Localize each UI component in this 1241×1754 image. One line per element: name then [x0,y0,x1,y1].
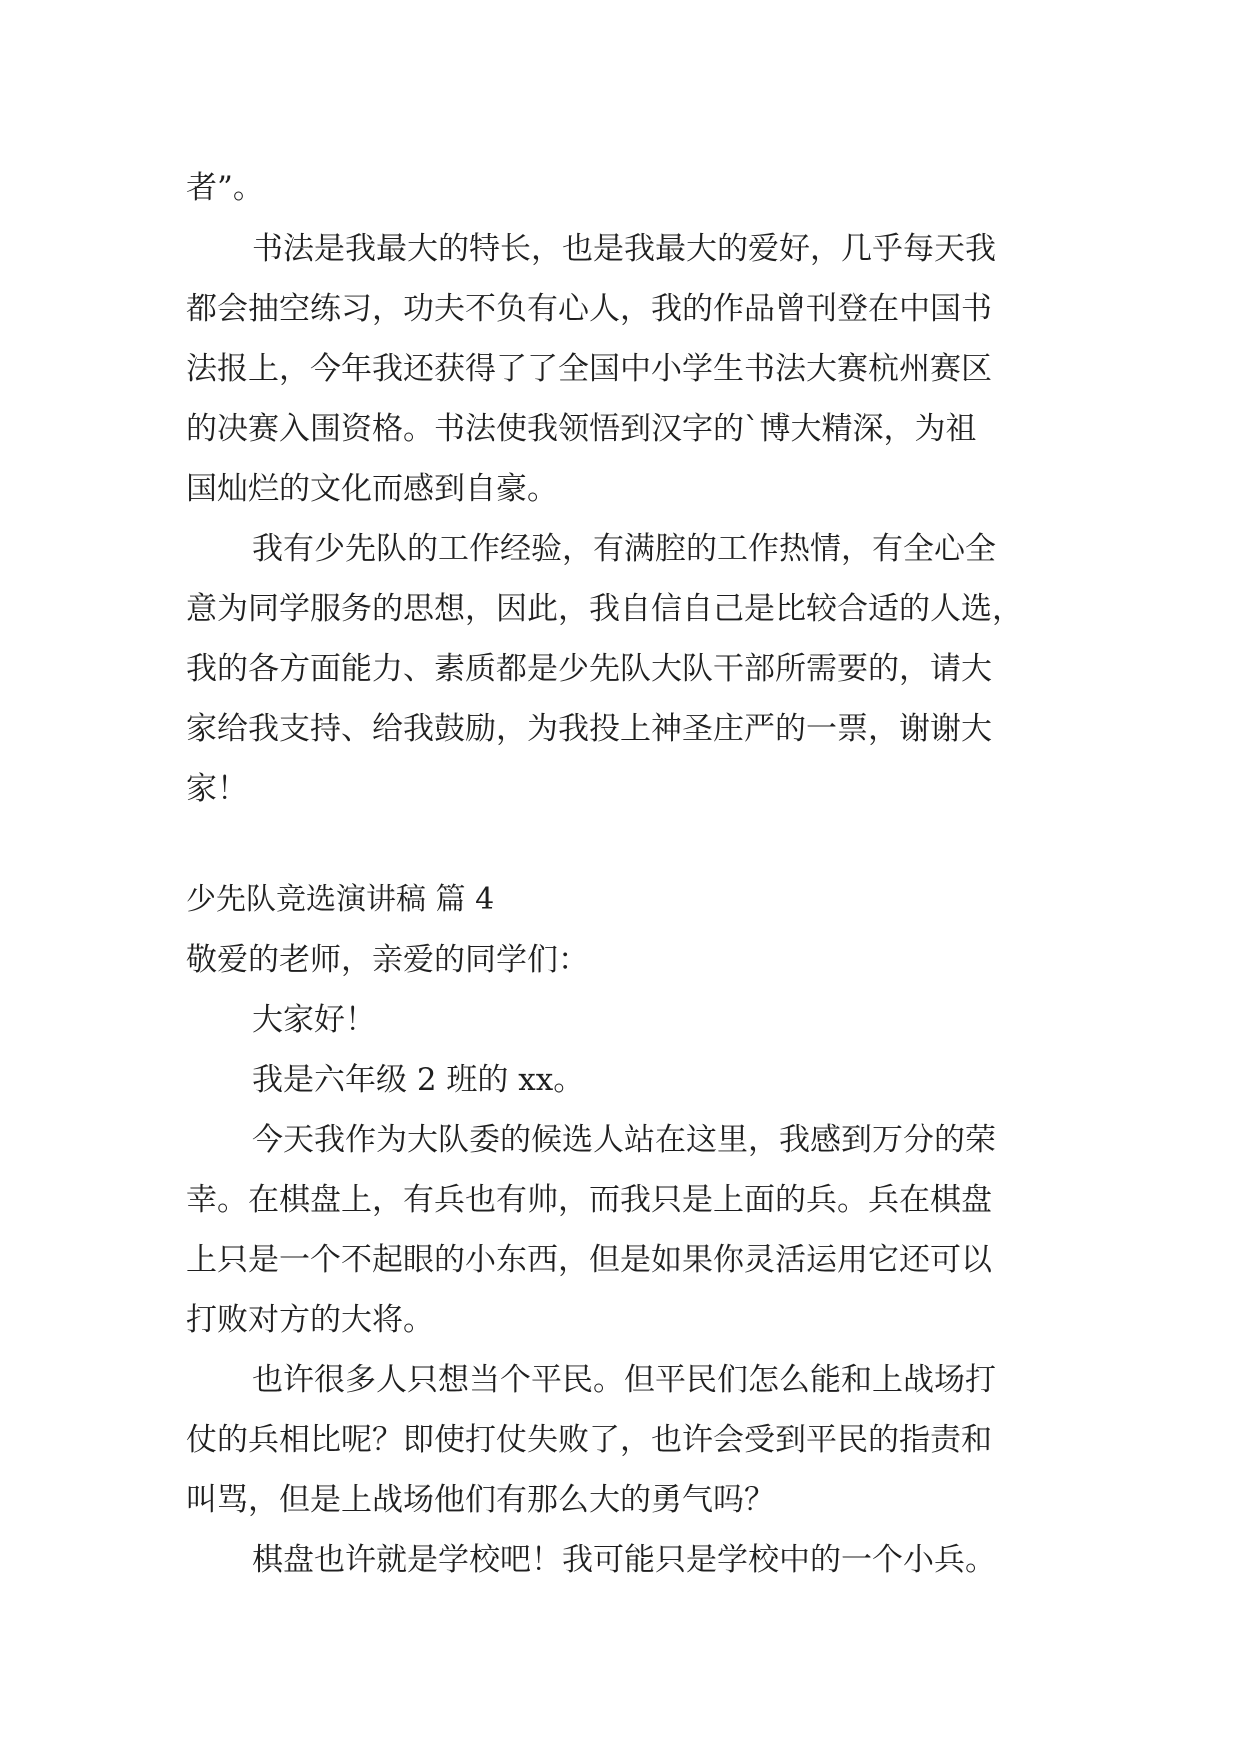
text-line: 叫骂，但是上战场他们有那么大的勇气吗？ [186,1482,775,1518]
paragraph-first-line: 棋盘也许就是学校吧！我可能只是学校中的一个小兵。 [252,1542,996,1578]
self-introduction: 我是六年级 2 班的 xx。 [252,1062,585,1098]
text-line: 者”。 [186,170,264,206]
text-line: 法报上，今年我还获得了了全国中小学生书法大赛杭州赛区 [186,351,992,387]
paragraph-first-line: 今天我作为大队委的候选人站在这里，我感到万分的荣 [252,1122,996,1158]
text-line: 仗的兵相比呢？即使打仗失败了，也许会受到平民的指责和 [186,1422,992,1458]
text-line: 都会抽空练习，功夫不负有心人，我的作品曾刊登在中国书 [186,291,992,327]
text-line: 家给我支持、给我鼓励，为我投上神圣庄严的一票，谢谢大 [186,711,992,747]
text-line: 打败对方的大将。 [186,1302,434,1338]
text-line: 意为同学服务的思想，因此，我自信自己是比较合适的人选， [186,591,1023,627]
section-heading: 少先队竞选演讲稿 篇 4 [186,882,495,917]
text-line: 国灿烂的文化而感到自豪。 [186,471,558,507]
paragraph-first-line: 书法是我最大的特长，也是我最大的爱好，几乎每天我 [252,231,996,267]
paragraph-first-line: 我有少先队的工作经验，有满腔的工作热情，有全心全 [252,531,996,567]
text-line: 幸。在棋盘上，有兵也有帅，而我只是上面的兵。兵在棋盘 [186,1182,992,1218]
text-line: 我的各方面能力、素质都是少先队大队干部所需要的，请大 [186,651,992,687]
text-line: 的决赛入围资格。书法使我领悟到汉字的`博大精深，为祖 [186,411,977,447]
salutation: 敬爱的老师，亲爱的同学们： [186,942,589,978]
paragraph-first-line: 也许很多人只想当个平民。但平民们怎么能和上战场打 [252,1362,996,1398]
greeting: 大家好！ [252,1002,376,1038]
text-line: 家！ [186,771,248,807]
text-line: 上只是一个不起眼的小东西，但是如果你灵活运用它还可以 [186,1242,992,1278]
